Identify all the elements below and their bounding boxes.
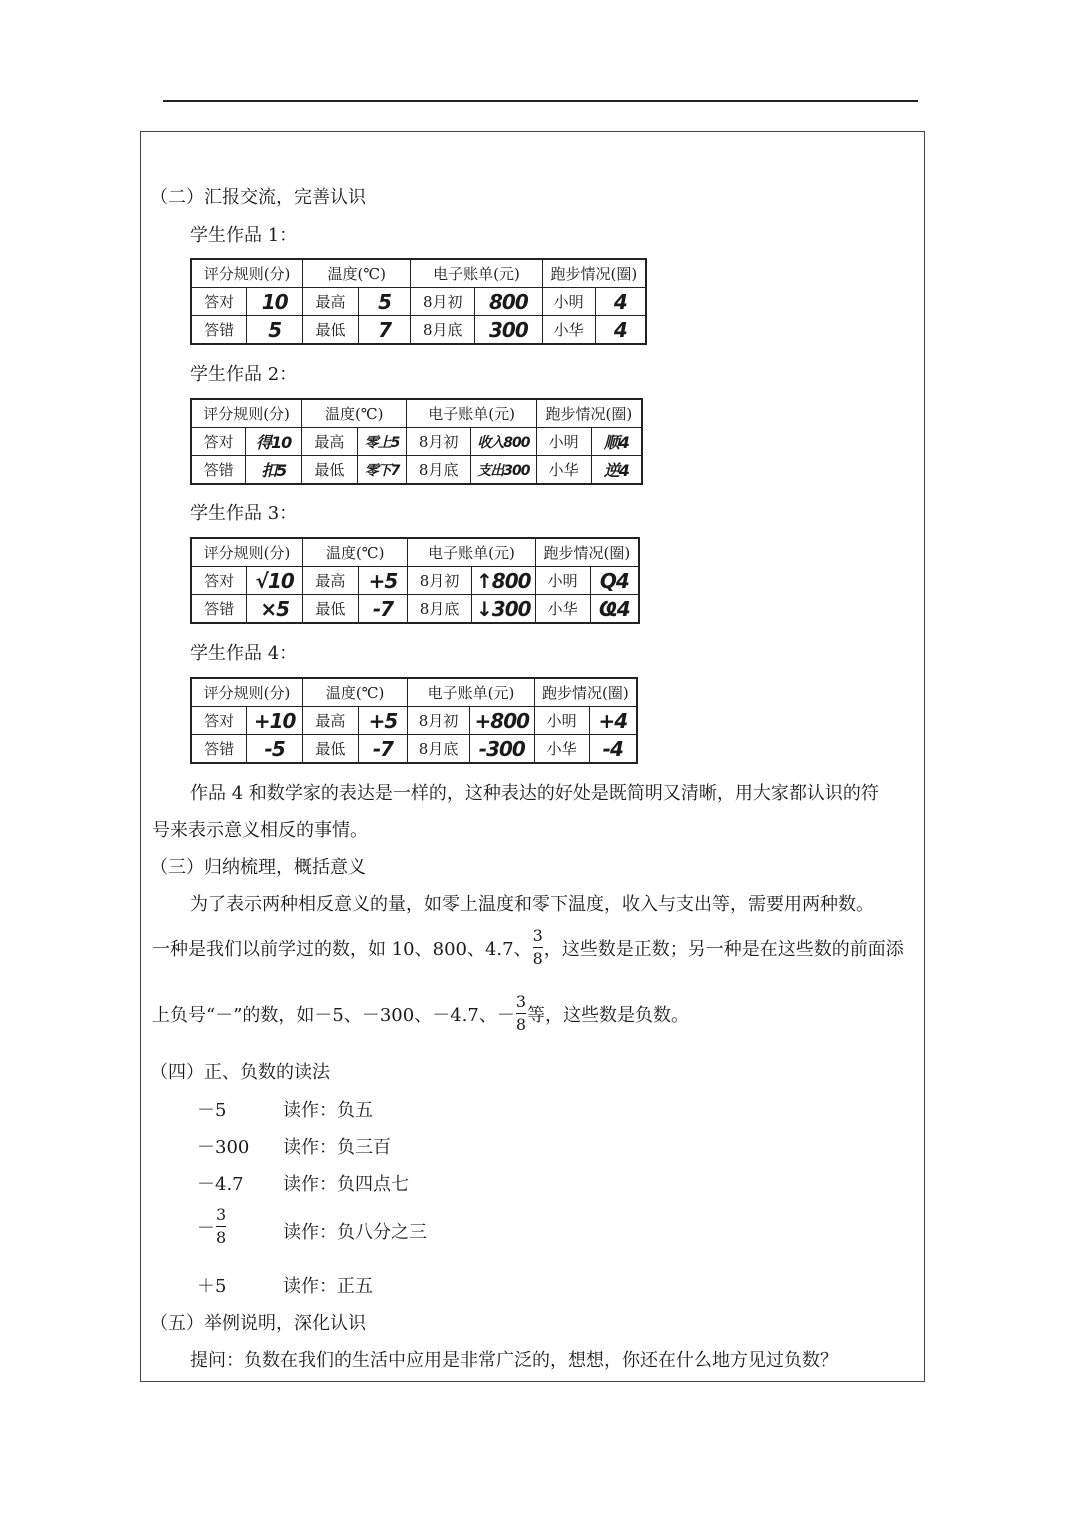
header-cell: 跑步情况(圈): [542, 259, 646, 288]
row-label: 最高: [303, 707, 359, 735]
reading-text: 读作：正五: [283, 1276, 373, 1297]
section4-heading: （四）正、负数的读法: [150, 1062, 330, 1083]
handwritten-value: -5: [247, 735, 303, 764]
header-cell: 跑步情况(圈): [534, 678, 637, 707]
fraction-denominator: 8: [216, 1228, 227, 1247]
row-label: 小华: [534, 735, 589, 764]
header-cell: 温度(℃): [303, 678, 408, 707]
handwritten-value: +5: [358, 567, 408, 595]
handwritten-value: +5: [358, 707, 408, 735]
work3-label: 学生作品 3：: [190, 503, 298, 524]
row-label: 小明: [535, 567, 590, 595]
section3-heading: （三）归纳梳理，概括意义: [150, 857, 366, 878]
handwritten-value: Ҩ4: [590, 595, 639, 624]
handwritten-value: 5: [247, 316, 303, 345]
reading-text: 读作：负四点七: [283, 1174, 409, 1195]
header-cell: 电子账单(元): [411, 259, 542, 288]
handwritten-value: ↓300: [471, 595, 535, 624]
fraction-three-eighths: [216, 1207, 226, 1246]
row-label: 答对: [191, 428, 246, 456]
line3-text-a: 上负号“－”的数，如－5、－300、－4.7、－: [152, 1004, 515, 1026]
handwritten-value: ×5: [247, 595, 303, 624]
reading-number: －4.7: [197, 1174, 244, 1195]
row-label: 最低: [302, 456, 358, 485]
line3-text-b: 等，这些数是负数。: [527, 1004, 690, 1026]
fraction-numerator: 3: [216, 1205, 227, 1224]
reading-number: －300: [197, 1137, 250, 1158]
header-cell: 评分规则(分): [191, 399, 302, 428]
conclusion-line2: 号来表示意义相反的事情。: [152, 820, 368, 841]
handwritten-value: 5: [358, 288, 411, 316]
row-label: 最低: [303, 316, 359, 345]
row-label: 8月底: [408, 595, 472, 624]
reading-text: 读作：负三百: [283, 1137, 391, 1158]
reading-text: 读作：负五: [283, 1100, 373, 1121]
handwritten-value: 800: [475, 288, 543, 316]
work2-label: 学生作品 2：: [190, 364, 298, 385]
section5-heading: （五）举例说明，深化认识: [150, 1313, 366, 1334]
row-label: 小明: [534, 707, 589, 735]
handwritten-value: -7: [358, 595, 408, 624]
row-label: 8月初: [408, 707, 470, 735]
reading-number-fraction: [197, 1207, 227, 1246]
handwritten-value: -7: [358, 735, 408, 764]
handwritten-value: -4: [589, 735, 637, 764]
handwritten-value: 支出300: [471, 456, 537, 485]
fraction-denominator: 8: [515, 1015, 527, 1034]
header-cell: 评分规则(分): [191, 678, 303, 707]
header-rule: [163, 100, 918, 102]
handwritten-value: 7: [358, 316, 411, 345]
row-label: 答错: [191, 316, 247, 345]
handwritten-value: 零上5: [357, 428, 407, 456]
reading-number: ＋5: [197, 1276, 227, 1297]
line2-text-b: ，这些数是正数；另一种是在这些数的前面添: [543, 938, 904, 960]
row-label: 小明: [536, 428, 591, 456]
work4-label: 学生作品 4：: [190, 643, 298, 664]
section5-question: 提问：负数在我们的生活中应用是非常广泛的，想想，你还在什么地方见过负数？: [190, 1350, 838, 1371]
handwritten-value: 4: [595, 316, 646, 345]
minus-sign: －: [197, 1217, 215, 1239]
row-label: 答对: [191, 288, 247, 316]
work1-table: [190, 258, 647, 345]
work4-table: [190, 677, 638, 764]
row-label: 8月底: [411, 316, 475, 345]
handwritten-value: 收入800: [471, 428, 537, 456]
handwritten-value: 扣5: [246, 456, 302, 485]
header-cell: 评分规则(分): [191, 538, 303, 567]
handwritten-value: 逆4: [591, 456, 642, 485]
row-label: 最低: [303, 595, 359, 624]
row-label: 最高: [302, 428, 358, 456]
handwritten-value: +4: [589, 707, 637, 735]
section3-line1: 为了表示两种相反意义的量，如零上温度和零下温度，收入与支出等，需要用两种数。: [190, 894, 874, 915]
handwritten-value: 顺4: [591, 428, 642, 456]
header-cell: 温度(℃): [303, 259, 411, 288]
handwritten-value: 10: [247, 288, 303, 316]
handwritten-value: 得10: [246, 428, 302, 456]
row-label: 小华: [536, 456, 591, 485]
fraction-denominator: 8: [532, 949, 543, 968]
reading-text: 读作：负八分之三: [283, 1222, 427, 1243]
header-cell: 电子账单(元): [408, 538, 535, 567]
handwritten-value: +10: [247, 707, 303, 735]
line2-text-a: 一种是我们以前学过的数，如 10、800、4.7、: [152, 938, 532, 960]
row-label: 8月初: [411, 288, 475, 316]
fraction-numerator: 3: [515, 992, 527, 1011]
row-label: 答错: [191, 456, 246, 485]
fraction-three-eighths: [516, 994, 526, 1033]
handwritten-value: ↑800: [471, 567, 535, 595]
row-label: 小华: [535, 595, 590, 624]
row-label: 答错: [191, 595, 247, 624]
row-label: 答错: [191, 735, 247, 764]
handwritten-value: √10: [247, 567, 303, 595]
header-cell: 电子账单(元): [408, 678, 534, 707]
row-label: 最高: [303, 567, 359, 595]
header-cell: 温度(℃): [303, 538, 408, 567]
fraction-three-eighths: [533, 928, 543, 967]
header-cell: 评分规则(分): [191, 259, 303, 288]
header-cell: 跑步情况(圈): [536, 399, 642, 428]
header-cell: 温度(℃): [302, 399, 407, 428]
handwritten-value: 4: [595, 288, 646, 316]
row-label: 答对: [191, 707, 247, 735]
section3-line3: [152, 994, 689, 1033]
row-label: 小明: [542, 288, 595, 316]
row-label: 最低: [303, 735, 359, 764]
row-label: 答对: [191, 567, 247, 595]
reading-number: －5: [197, 1100, 227, 1121]
row-label: 8月初: [407, 428, 471, 456]
row-label: 8月初: [408, 567, 472, 595]
row-label: 最高: [303, 288, 359, 316]
work1-label: 学生作品 1：: [190, 225, 298, 246]
handwritten-value: 零下7: [357, 456, 407, 485]
conclusion-line1: 作品 4 和数学家的表达是一样的，这种表达的好处是既简明又清晰，用大家都认识的符: [190, 783, 879, 804]
work3-table: [190, 537, 640, 624]
section3-line2: [152, 928, 904, 967]
handwritten-value: Q4: [590, 567, 639, 595]
section2-heading: （二）汇报交流，完善认识: [150, 187, 366, 208]
handwritten-value: 300: [475, 316, 543, 345]
row-label: 8月底: [408, 735, 470, 764]
header-cell: 跑步情况(圈): [535, 538, 639, 567]
handwritten-value: -300: [469, 735, 534, 764]
fraction-numerator: 3: [532, 926, 543, 945]
header-cell: 电子账单(元): [407, 399, 536, 428]
row-label: 8月底: [407, 456, 471, 485]
work2-table: [190, 398, 643, 485]
row-label: 小华: [542, 316, 595, 345]
handwritten-value: +800: [469, 707, 534, 735]
